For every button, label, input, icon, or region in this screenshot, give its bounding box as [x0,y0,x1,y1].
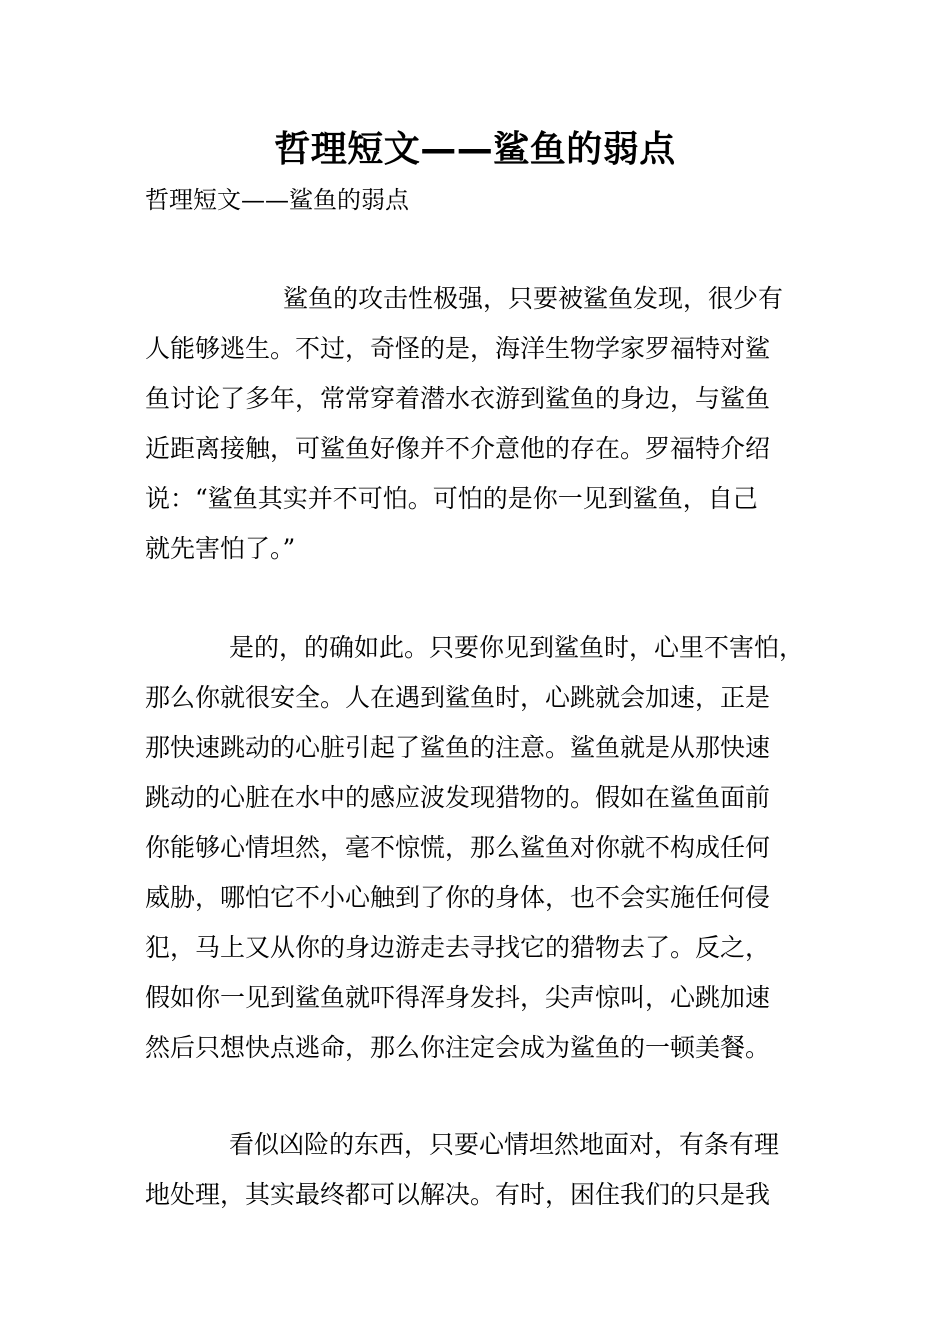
paragraph-line: 看似凶险的东西，只要心情坦然地面对，有条有理 [229,1130,780,1159]
paragraph-line: 近距离接触，可鲨鱼好像并不介意他的存在。罗福特介绍 [145,434,771,463]
paragraph-line: 那么你就很安全。人在遇到鲨鱼时，心跳就会加速，正是 [145,683,771,712]
paragraph-1 [145,274,825,574]
paragraph-line: 然后只想快点逃命，那么你注定会成为鲨鱼的一顿美餐。 [145,1033,771,1062]
paragraph-line: 鱼讨论了多年，常常穿着潜水衣游到鲨鱼的身边，与鲨鱼 [145,384,771,413]
paragraph-line: 跳动的心脏在水中的感应波发现猎物的。假如在鲨鱼面前 [145,783,771,812]
paragraph-line: 鲨鱼的攻击性极强，只要被鲨鱼发现，很少有 [283,284,784,313]
paragraph-line: 说：“鲨鱼其实并不可怕。可怕的是你一见到鲨鱼，自己 [145,484,758,513]
paragraph-line: 那快速跳动的心脏引起了鲨鱼的注意。鲨鱼就是从那快速 [145,733,771,762]
paragraph-line: 人能够逃生。不过，奇怪的是，海洋生物学家罗福特对鲨 [145,334,771,363]
paragraph-line: 就先害怕了。” [145,534,296,563]
document-subtitle: 哲理短文——鲨鱼的弱点 [145,186,409,214]
paragraph-line: 地处理，其实最终都可以解决。有时，困住我们的只是我 [145,1180,771,1209]
paragraph-line: 威胁，哪怕它不小心触到了你的身体，也不会实施任何侵 [145,883,771,912]
paragraph-2 [145,623,825,1073]
document-title: 哲理短文——鲨鱼的弱点 [274,129,676,170]
paragraph-line: 犯，马上又从你的身边游走去寻找它的猎物去了。反之， [145,933,771,962]
paragraph-line: 是的，的确如此。只要你见到鲨鱼时，心里不害怕， [229,633,805,662]
paragraph-line: 假如你一见到鲨鱼就吓得浑身发抖，尖声惊叫，心跳加速 [145,983,771,1012]
paragraph-line: 你能够心情坦然，毫不惊慌，那么鲨鱼对你就不构成任何 [145,833,771,862]
paragraph-3 [145,1120,825,1220]
